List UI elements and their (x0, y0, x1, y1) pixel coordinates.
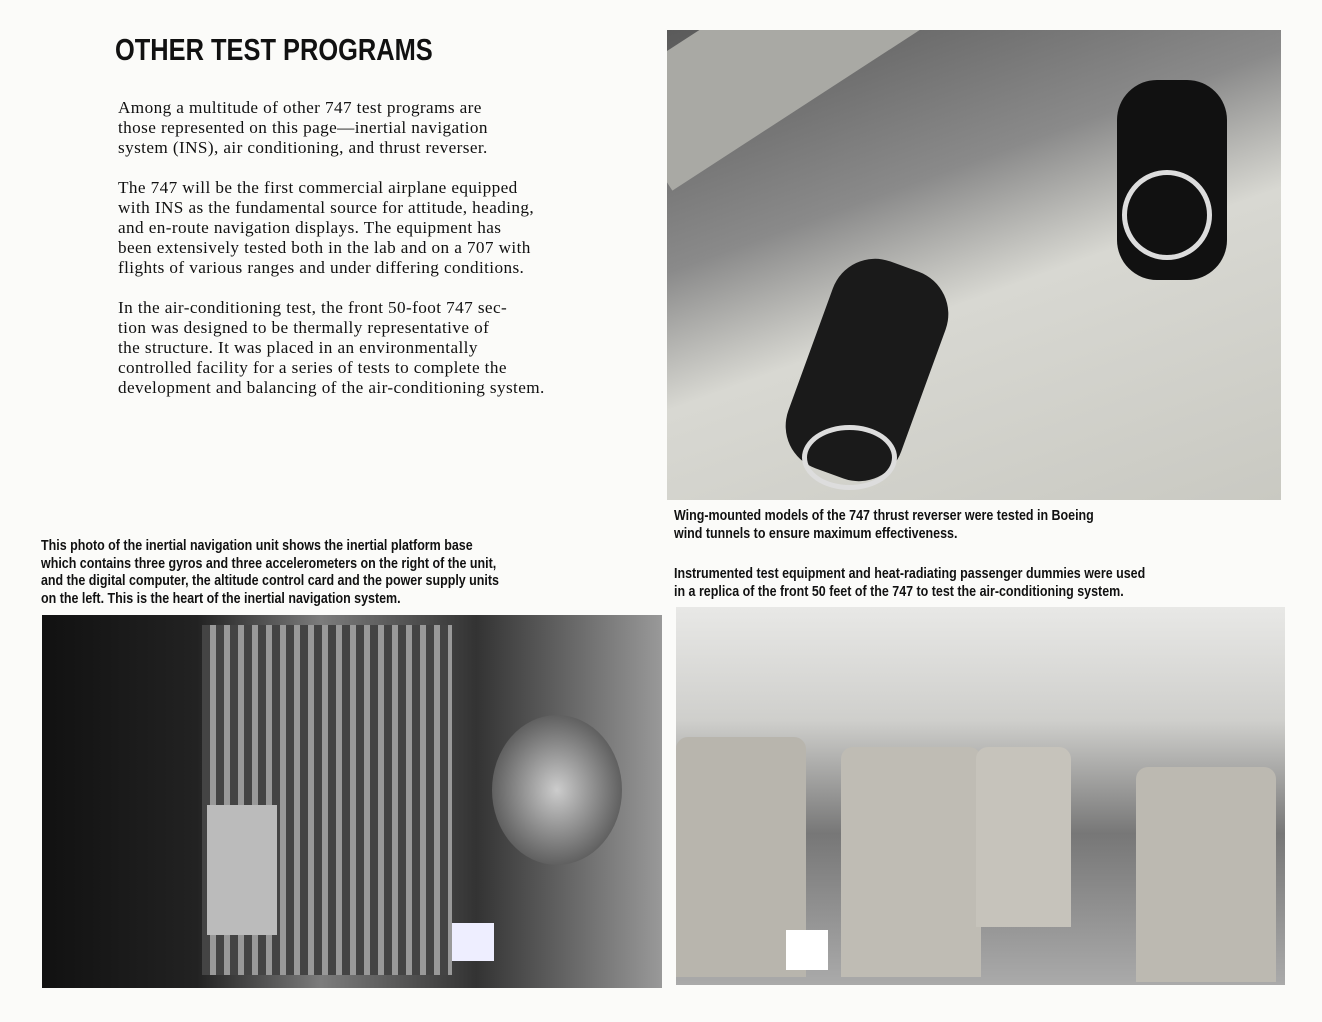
text-line: with INS as the fundamental source for attitude, heading, (118, 198, 535, 217)
caption-line: and the digital computer, the altitude control card and the power supply units (41, 573, 499, 589)
text-line: the structure. It was placed in an environmentally (118, 338, 478, 357)
air-conditioning-caption (674, 566, 1145, 601)
body-text (118, 98, 638, 418)
text-line: and en-route navigation displays. The equipment has (118, 218, 502, 237)
text-line: controlled facility for a series of tests to complete the (118, 358, 507, 377)
paragraph-ins (118, 178, 638, 278)
caption-line: Instrumented test equipment and heat-radiating passenger dummies were used (674, 566, 1146, 582)
text-line: The 747 will be the first commercial airplane equipped (118, 178, 518, 197)
text-line: tion was designed to be thermally representative of (118, 318, 490, 337)
text-line: development and balancing of the air-conditioning system. (118, 378, 545, 397)
caption-line: on the left. This is the heart of the inertial navigation system. (41, 590, 401, 607)
air-conditioning-test-cabin-photo (676, 607, 1285, 985)
inertial-navigation-unit-photo (42, 615, 662, 988)
paragraph-intro (118, 98, 638, 158)
caption-line: in a replica of the front 50 feet of the 747 to test the air-conditioning system. (674, 583, 1124, 600)
text-line: those represented on this page—inertial navigation (118, 118, 488, 137)
text-line: Among a multitude of other 747 test programs are (118, 98, 482, 117)
text-line: been extensively tested both in the lab and on a 707 with (118, 238, 531, 257)
paragraph-air-conditioning (118, 298, 638, 398)
caption-line: which contains three gyros and three accelerometers on the right of the unit, (41, 555, 497, 572)
thrust-reverser-photo (667, 30, 1281, 500)
thrust-reverser-caption (674, 508, 1094, 543)
page-title: OTHER TEST PROGRAMS (115, 32, 433, 67)
caption-line: Wing-mounted models of the 747 thrust reverser were tested in Boeing (674, 508, 1094, 524)
text-line: flights of various ranges and under differing conditions. (118, 258, 525, 277)
caption-line: wind tunnels to ensure maximum effectiveness. (674, 525, 958, 542)
text-line: system (INS), air conditioning, and thrust reverser. (118, 138, 488, 157)
text-line: In the air-conditioning test, the front 50-foot 747 sec- (118, 298, 508, 317)
inertial-navigation-caption (41, 538, 499, 608)
caption-line: This photo of the inertial navigation unit shows the inertial platform base (41, 538, 473, 554)
